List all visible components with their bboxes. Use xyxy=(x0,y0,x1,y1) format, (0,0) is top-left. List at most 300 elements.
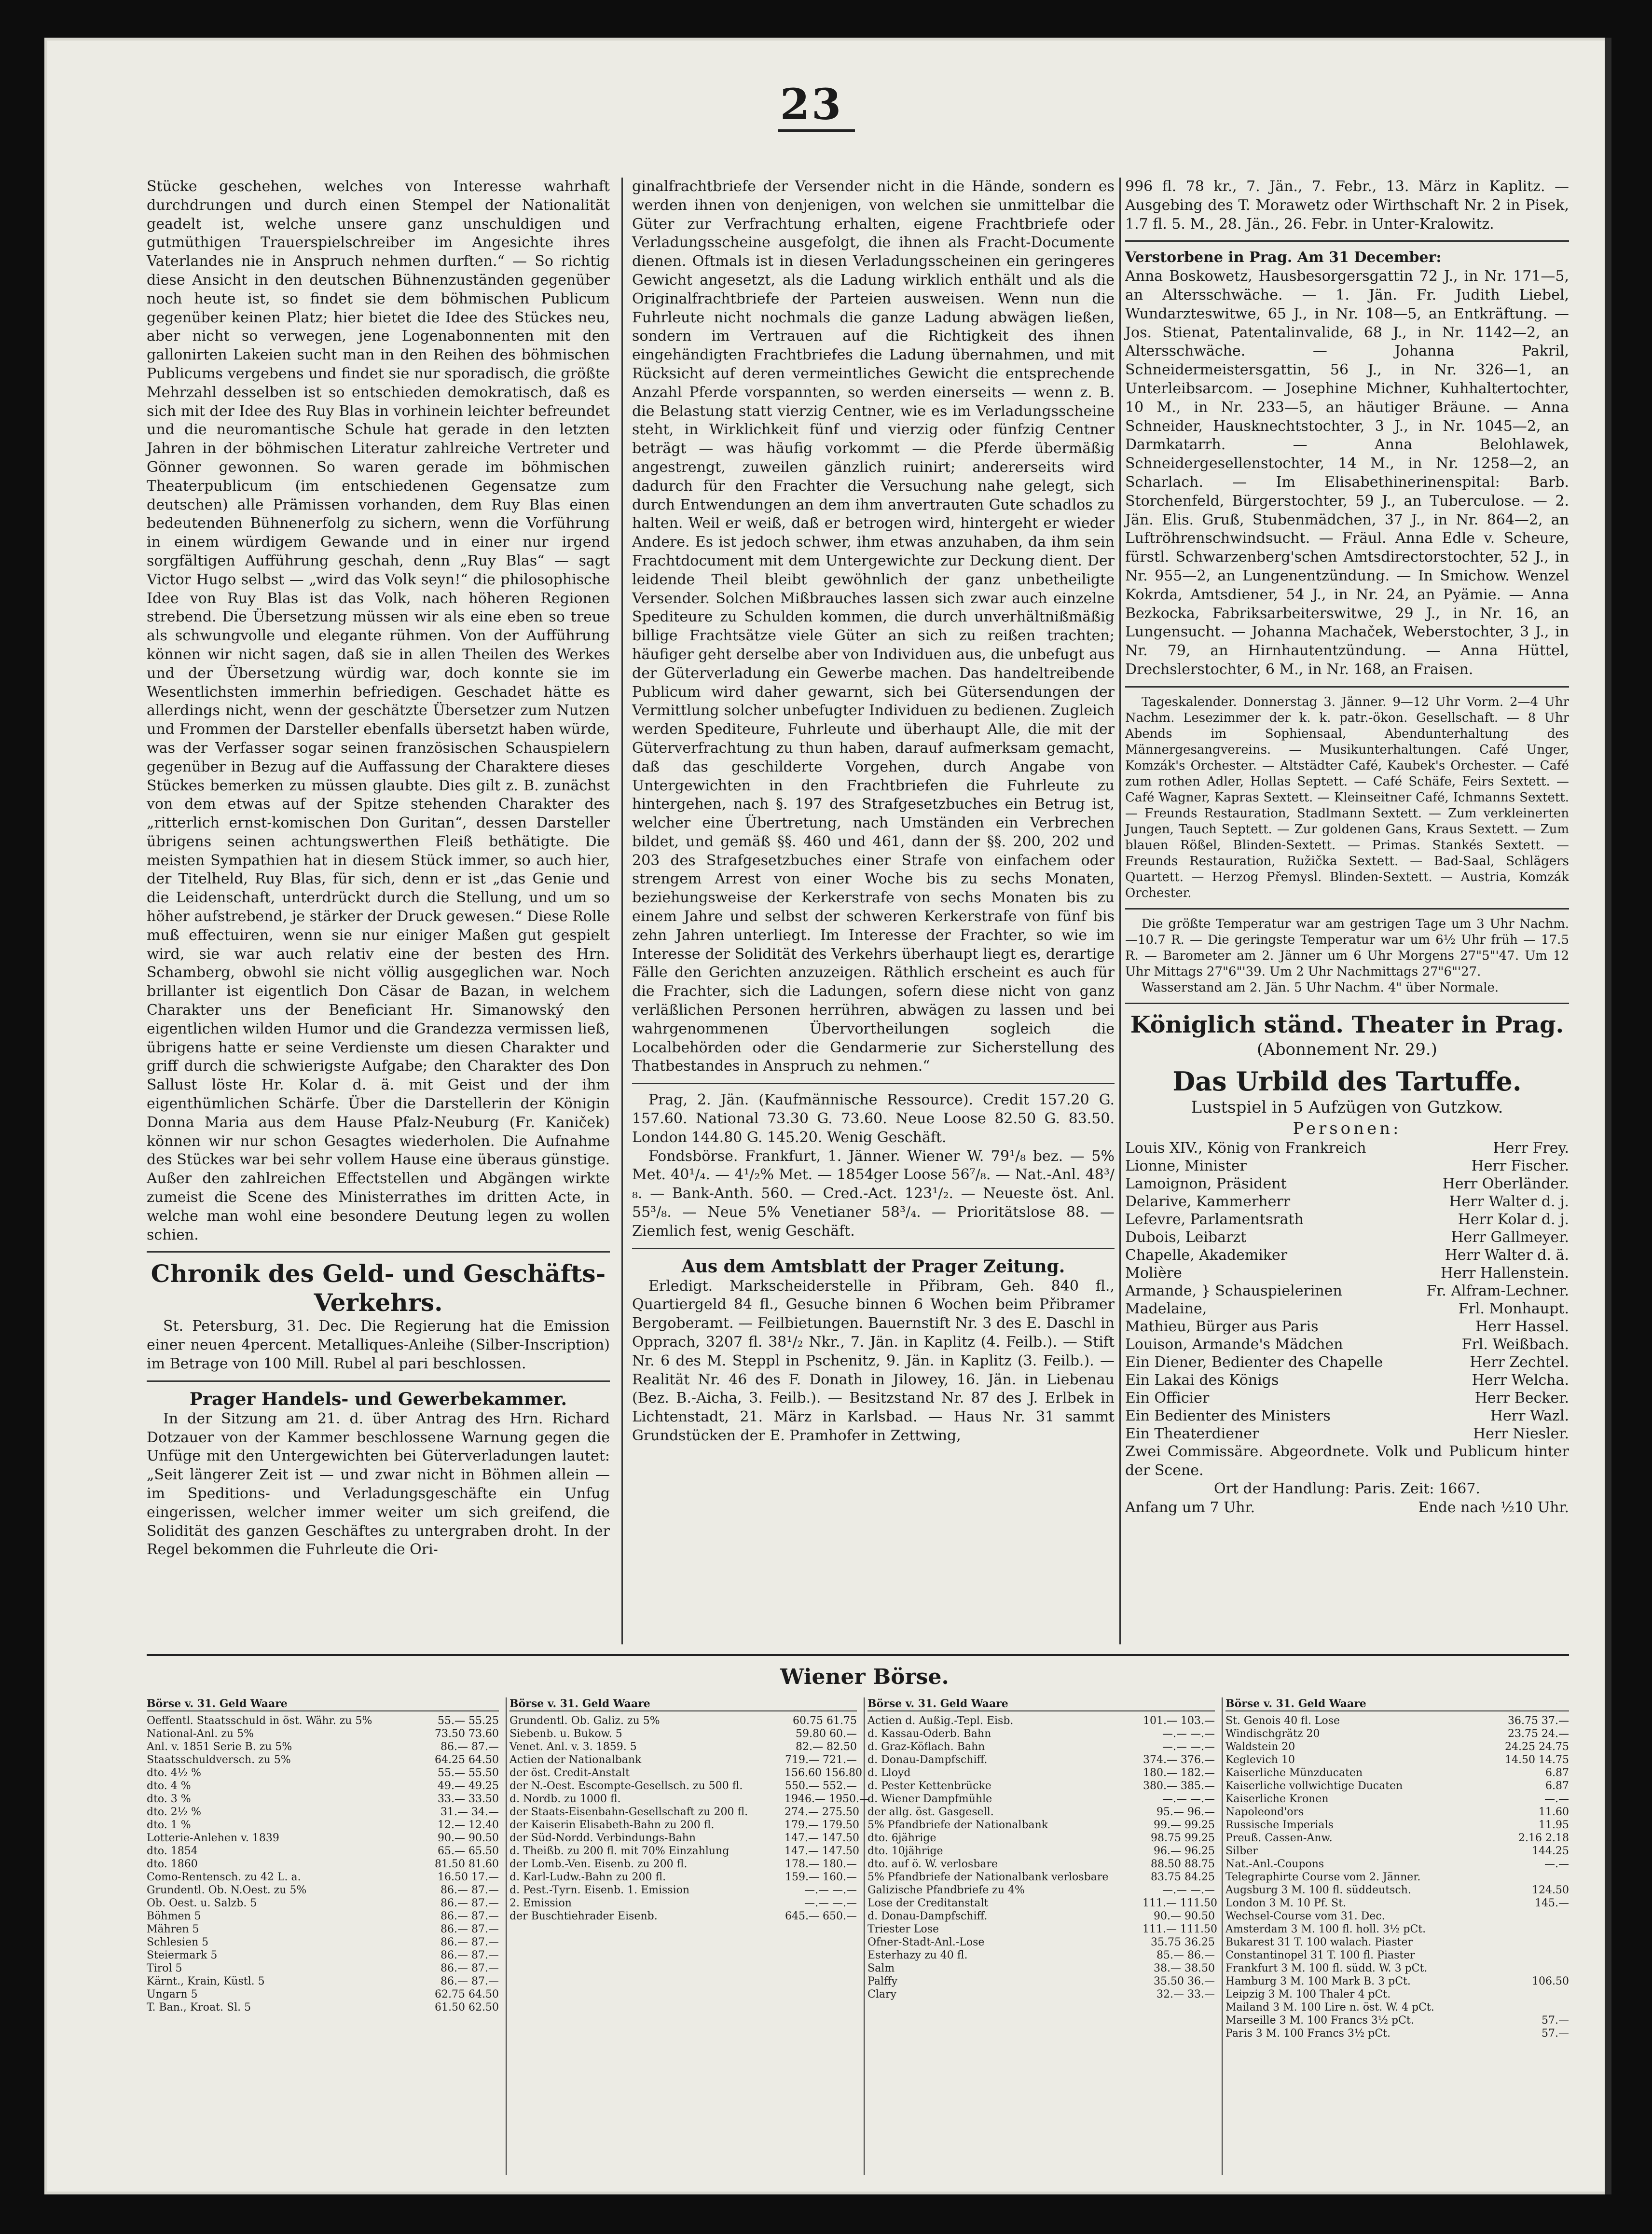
boerse-column-1 xyxy=(147,1697,499,2180)
boerse-row xyxy=(1225,1897,1569,1910)
boerse-row xyxy=(509,1714,857,1727)
security-price: 179.— 179.50 xyxy=(785,1819,859,1831)
newspaper-page xyxy=(44,38,1611,2194)
security-name: dto. 4 % xyxy=(147,1780,191,1792)
security-price xyxy=(1497,1871,1569,1884)
boerse-row xyxy=(867,1753,1215,1766)
security-name: Lotterie-Anlehen v. 1839 xyxy=(147,1832,279,1844)
security-price: 95.— 96.— xyxy=(1156,1806,1215,1818)
security-price: 106.50 xyxy=(1532,1975,1569,1987)
boerse-row xyxy=(867,1897,1215,1910)
play-title: Das Urbild des Tartuffe. xyxy=(1172,1065,1522,1097)
security-name: d. Lloyd xyxy=(867,1767,911,1779)
security-price: 36.75 37.— xyxy=(1508,1715,1569,1727)
security-price: 33.— 33.50 xyxy=(438,1793,499,1805)
theater-review-text: Stücke geschehen, welches von Interesse wahrhaft durchdrungen und durch einen Stempel der Nationalität geadelt ist, welche unsere ganz unschuldigen und gutmüthigen Trauerspielschreiber im Angesichte ihres Vaterlandes nie in Anspruch nehmen durften.“ — So richtig diese Ansicht in den deutschen Bühnenzuständen gegenüber noch heute ist, so findet sie dem böhmischen Publicum gegenüber keinen Platz; hier bietet die Idee des Stückes neu, aber nicht so verwegen, jene Logenabonnenten mit den gallonirten Lakeien sucht man in den Reihen des böhmischen Publicums vergebens und findet sie nur sporadisch, die größte Mehrzahl desselben ist so entschieden demokratisch, daß es sich mit der Idee des Ruy Blas in vorhinein leichter befreundet und die neuromantische Schule hat gerade in den letzten Jahren in der böhmischen Literatur zahlreiche Vertreter und Gönner gewonnen. So waren gerade im böhmischen Theaterpublicum (im entschiedenen Gegensatze zum deutschen) alle Prämissen vorhanden, dem Ruy Blas einen bedeutenden Bühnenerfolg zu sichern, wenn die Vorführung in einem würdigem Gewande und in einer nur irgend sorgfältigen Aufführung geschah, denn „Ruy Blas“ — sagt Victor Hugo selbst — „wird das Volk seyn!“ die philosophische Idee von Ruy Blas ist das Volk, nach höheren Regionen strebend. Die Übersetzung müssen wir als eine eben so treue als schwungvolle und elegante rühmen. Von der Aufführung können wir nicht sagen, daß sie in allen Theilen des Werkes und der Übersetzung würdig war, doch konnte sie im Wesentlichsten immerhin befriedigen. Geschadet hätte es allerdings nicht, wenn der geschätzte Übersetzer zum Nutzen und Frommen der Darsteller ebenfalls übersetzt haben würde, was der Verfasser sogar seinen französischen Schauspielern gegenüber in Bezug auf die Auffassung der Charaktere dieses Stückes bemerken zu müssen glaubte. Dies gilt z. B. zunächst von dem etwas auf der Spitze stehenden Charakter des „ritterlich ernst-komischen Don Guritan“, dessen Darsteller übrigens seinen achtungswerthen Fleiß bethätigte. Die meisten Sympathien hat in diesem Stück immer, so auch hier, der Titelheld, Ruy Blas, für sich, denn er ist „das Genie und die Leidenschaft, unterdrückt durch die Stellung, und um so höher aufstrebend, je stärker der Druck gewesen.“ Diese Rolle muß effectuiren, wenn sie nur einiger Maßen gut gespielt wird, sie war auch relativ eine der besten des Hrn. Schamberg, obwohl sie nicht völlig ausgeglichen war. Noch brillanter ist eigentlich Don Cäsar de Bazan, in welchem Charakter uns der Beneficiant Hr. Simanowský den eigentlichen wilden Humor und die Grandezza vermissen ließ, übrigens hatte er seine Verdienste um diesen Charakter und griff durch die schwierigste Aufgabe; den Charakter des Don Sallust löste Hr. Kolar d. ä. mit Geist und der ihm eigenthümlichen Schärfe. Über die Darstellerin der Königin Donna Maria aus dem Hause Pfalz-Neuburg (Fr. Kaniček) können wir nur schon Gesagtes wiederholen. Die Aufnahme des Stückes war bei sehr vollem Hause eine überaus günstige. Außer den zahlreichen Effectstellen und Abgängen wirkte zumeist die Scene des Ministerrathes im dritten Acte, in welche man wohl eine besondere Deutung legen zu wollen schien. xyxy=(147,178,610,1243)
security-name: d. Wiener Dampfmühle xyxy=(867,1793,992,1805)
security-price: 124.50 xyxy=(1532,1884,1569,1896)
cast-actor: Herr Welcha. xyxy=(1472,1371,1569,1389)
security-name: d. Nordb. zu 1000 fl. xyxy=(509,1793,621,1805)
security-name: Como-Rentensch. zu 42 L. a. xyxy=(147,1871,301,1883)
security-name: der allg. öst. Gasgesell. xyxy=(867,1806,994,1818)
boerse-row xyxy=(1225,2001,1569,2014)
boerse-row xyxy=(509,1753,857,1766)
security-name: dto. 4½ % xyxy=(147,1767,201,1779)
security-name: Siebenb. u. Bukow. 5 xyxy=(509,1728,622,1740)
chronik-heading: Chronik des Geld- und Geschäfts-Verkehrs. xyxy=(151,1259,606,1317)
boerse-row xyxy=(1225,1910,1569,1923)
boerse-row xyxy=(1225,1714,1569,1727)
security-price: 73.50 73.60 xyxy=(435,1728,499,1740)
security-name: Böhmen 5 xyxy=(147,1910,201,1922)
security-name: Frankfurt 3 M. 100 fl. südd. W. 3 pCt. xyxy=(1225,1962,1428,1974)
cast-actor: Herr Walter d. j. xyxy=(1449,1193,1569,1210)
cast-row xyxy=(1125,1246,1569,1264)
security-price: 57.— xyxy=(1542,2014,1569,2027)
security-name: Esterhazy zu 40 fl. xyxy=(867,1949,968,1961)
boerse-row xyxy=(1225,1975,1569,1988)
security-price: —.— —.— xyxy=(1162,1884,1215,1896)
security-name: Windischgrätz 20 xyxy=(1225,1728,1320,1740)
security-price: 83.75 84.25 xyxy=(1151,1871,1215,1883)
security-price: 38.— 38.50 xyxy=(1154,1962,1215,1974)
cast-row xyxy=(1125,1157,1569,1175)
boerse-table xyxy=(147,1697,1569,2180)
security-name: Russische Imperials xyxy=(1225,1819,1334,1831)
boerse-row xyxy=(1225,1793,1569,1806)
security-price: 35.50 36.— xyxy=(1154,1975,1215,1987)
boerse-row xyxy=(147,1806,499,1819)
security-name: Bukarest 31 T. 100 walach. Piaster xyxy=(1225,1936,1413,1948)
security-price: 11.95 xyxy=(1539,1819,1569,1831)
security-name: Tirol 5 xyxy=(147,1962,182,1974)
boerse-row xyxy=(509,1766,862,1779)
boerse-row xyxy=(867,1845,1215,1858)
security-name: dto. 1 % xyxy=(147,1819,191,1831)
boerse-row xyxy=(509,1845,857,1858)
boerse-row xyxy=(1225,1740,1569,1753)
security-price: 88.50 88.75 xyxy=(1151,1858,1215,1870)
boerse-row xyxy=(867,1910,1215,1923)
boerse-column-header: Börse v. 31. Geld Waare xyxy=(867,1697,1215,1711)
security-name: Mähren 5 xyxy=(147,1923,199,1935)
cast-row xyxy=(1125,1264,1569,1282)
page-number-rule xyxy=(778,129,855,132)
security-price: 86.— 87.— xyxy=(441,1741,499,1753)
cast-role: Mathieu, Bürger aus Paris xyxy=(1125,1318,1319,1335)
security-price: 82.— 82.50 xyxy=(796,1741,857,1753)
security-price: 550.— 552.— xyxy=(785,1780,857,1792)
security-price: 86.— 87.— xyxy=(441,1884,499,1896)
security-name: Keglevich 10 xyxy=(1225,1754,1295,1766)
security-price: 86.— 87.— xyxy=(441,1923,499,1935)
cast-actor: Herr Oberländer. xyxy=(1442,1175,1569,1192)
theater-abonnement: (Abonnement Nr. 29.) xyxy=(1257,1039,1437,1059)
boerse-row xyxy=(1225,1858,1569,1871)
cast-row xyxy=(1125,1407,1569,1425)
boerse-row xyxy=(147,1962,499,1975)
security-price: 2.16 2.18 xyxy=(1518,1832,1569,1844)
boerse-row xyxy=(147,1766,499,1779)
boerse-row xyxy=(1225,1753,1569,1766)
security-name: Grundentl. Ob. N.Oest. zu 5% xyxy=(147,1884,307,1896)
security-price: 24.25 24.75 xyxy=(1505,1741,1569,1753)
security-name: Kärnt., Krain, Küstl. 5 xyxy=(147,1975,265,1987)
boerse-row xyxy=(1225,1766,1569,1779)
security-price: —.— —.— xyxy=(804,1884,857,1896)
boerse-row xyxy=(867,1936,1215,1949)
kammer-text: In der Sitzung am 21. d. über Antrag des Hrn. Richard Dotzauer von der Kammer beschlossene Warnung gegen die Unfüge mit den Untergewichten bei Güterverladungen lautet: „Seit längerer Zeit ist — und zwar nicht in Böhmen allein — im Speditions- und Verladungsgeschäfte ein Unfug eingerissen, welcher immer weiter um sich greifend, die Solidität des ganzen Geschäftes zu untergraben droht. In der Regel bekommen die Fuhrleute die Ori- xyxy=(147,1410,610,1558)
boerse-row xyxy=(867,1884,1215,1897)
column-1 xyxy=(147,178,610,1649)
divider xyxy=(1125,1003,1569,1004)
security-price: 32.— 33.— xyxy=(1156,1988,1215,2000)
boerse-row xyxy=(147,1753,499,1766)
security-price xyxy=(1497,1988,1569,2001)
security-name: London 3 M. 10 Pf. St. xyxy=(1225,1897,1347,1909)
show-times xyxy=(1125,1499,1569,1517)
boerse-row xyxy=(867,1779,1215,1793)
boerse-row xyxy=(147,1740,499,1753)
security-price: 59.80 60.— xyxy=(796,1728,857,1740)
security-price xyxy=(1497,1962,1569,1975)
boerse-row xyxy=(147,1988,499,2001)
security-price: 159.— 160.— xyxy=(785,1871,857,1883)
security-price: 111.— 111.50 xyxy=(1143,1897,1217,1909)
security-price: 86.— 87.— xyxy=(441,1975,499,1987)
security-name: Waldstein 20 xyxy=(1225,1741,1295,1753)
cast-row xyxy=(1125,1371,1569,1389)
security-price xyxy=(1497,1949,1569,1962)
boerse-row xyxy=(147,1858,499,1871)
security-price: 178.— 180.— xyxy=(785,1858,857,1870)
divider xyxy=(1125,240,1569,242)
cast-role: Ein Theaterdiener xyxy=(1125,1425,1259,1442)
boerse-row xyxy=(1225,1988,1569,2001)
temperature-report: Die größte Temperatur war am gestrigen Tage um 3 Uhr Nachm. —10.7 R. — Die geringste Temperatur war um 6½ Uhr früh — 17.5 R. — Barometer am 2. Jänner um 6 Uhr Morgens 27"5"'47. Um 12 Uhr Mittags 27"6"'39. Um 2 Uhr Nachmittags 27"6"'27. xyxy=(1125,916,1569,979)
security-name: Kaiserliche Kronen xyxy=(1225,1793,1329,1805)
security-name: Paris 3 M. 100 Francs 3½ pCt. xyxy=(1225,2027,1390,2040)
cast-role: Chapelle, Akademiker xyxy=(1125,1246,1288,1264)
security-name: Constantinopel 31 T. 100 fl. Piaster xyxy=(1225,1949,1415,1961)
security-price: 719.— 721.— xyxy=(785,1754,857,1766)
cast-actor: Herr Frey. xyxy=(1493,1139,1569,1157)
boerse-row xyxy=(509,1884,857,1897)
security-name: Palffy xyxy=(867,1975,898,1987)
kammer-heading: Prager Handels- und Gewerbekammer. xyxy=(189,1389,567,1409)
security-price: 6.87 xyxy=(1545,1780,1569,1792)
amtsblatt-continuation: 996 fl. 78 kr., 7. Jän., 7. Febr., 13. März in Kaplitz. — Ausgebing des T. Morawetz oder Wirthschaft Nr. 2 in Pisek, 1.7 fl. 5. M., 28. Jän., 26. Febr. in Unter-Kralowitz. xyxy=(1125,178,1569,233)
boerse-row xyxy=(509,1910,857,1923)
security-name: der Kaiserin Elisabeth-Bahn zu 200 fl. xyxy=(509,1819,715,1831)
cast-role: Louison, Armande's Mädchen xyxy=(1125,1336,1343,1353)
boerse-column-3 xyxy=(867,1697,1215,2180)
cast-actor: Herr Hassel. xyxy=(1475,1318,1569,1335)
boerse-row xyxy=(147,1779,499,1793)
boerse-row xyxy=(1225,1949,1569,1962)
security-name: dto. 2½ % xyxy=(147,1806,201,1818)
security-price xyxy=(1497,1923,1569,1936)
boerse-row xyxy=(147,1949,499,1962)
boerse-row xyxy=(867,1962,1215,1975)
prag-market-report: Prag, 2. Jän. (Kaufmännische Ressource). Credit 157.20 G. 157.60. National 73.30 G. 73.60. Neue Loose 82.50 G. 83.50. London 144.80 G. 145.20. Wenig Geschäft. xyxy=(632,1091,1115,1146)
cast-actor: Fr. Alfram-Lechner. xyxy=(1426,1282,1569,1299)
boerse-column-header: Börse v. 31. Geld Waare xyxy=(509,1697,857,1711)
boerse-row xyxy=(147,2001,499,2014)
column-3 xyxy=(1125,178,1569,1644)
security-name: 5% Pfandbriefe der Nationalbank verlosbare xyxy=(867,1871,1109,1883)
cast-actor: Herr Becker. xyxy=(1474,1389,1569,1407)
column-2 xyxy=(632,178,1115,1644)
security-name: T. Ban., Kroat. Sl. 5 xyxy=(147,2001,251,2013)
security-price: 14.50 14.75 xyxy=(1505,1754,1569,1766)
boerse-column-header: Börse v. 31. Geld Waare xyxy=(1225,1697,1569,1711)
security-price: 31.— 34.— xyxy=(441,1806,499,1818)
cast-list xyxy=(1125,1139,1569,1443)
cast-actor: Herr Fischer. xyxy=(1471,1157,1569,1174)
security-price: —.— —.— xyxy=(804,1897,857,1909)
security-price: 16.50 17.— xyxy=(438,1871,499,1883)
security-price xyxy=(1497,1936,1569,1949)
boerse-row xyxy=(1225,1819,1569,1832)
security-price: 145.— xyxy=(1535,1897,1569,1909)
security-name: Ungarn 5 xyxy=(147,1988,198,2000)
cast-actor: Herr Walter d. ä. xyxy=(1445,1246,1569,1264)
security-price: 86.— 87.— xyxy=(441,1949,499,1961)
boerse-row xyxy=(509,1779,857,1793)
security-price: 111.— 111.50 xyxy=(1143,1923,1217,1935)
security-name: Hamburg 3 M. 100 Mark B. 3 pCt. xyxy=(1225,1975,1411,1987)
security-price xyxy=(1497,2001,1569,2014)
security-price: 86.— 87.— xyxy=(441,1962,499,1974)
security-price: —.— xyxy=(1544,1858,1569,1870)
security-name: der N.-Oest. Escompte-Gesellsch. zu 500 fl. xyxy=(509,1780,743,1792)
boerse-row xyxy=(147,1845,499,1858)
security-price: 374.— 376.— xyxy=(1143,1754,1215,1766)
security-name: Silber xyxy=(1225,1845,1258,1857)
security-name: d. Pester Kettenbrücke xyxy=(867,1780,991,1792)
boerse-column-2 xyxy=(509,1697,870,2180)
boerse-row xyxy=(147,1897,499,1910)
cast-row xyxy=(1125,1282,1569,1300)
security-name: Oeffentl. Staatsschuld in öst. Währ. zu 5% xyxy=(147,1715,372,1727)
security-price: 61.50 62.50 xyxy=(435,2001,499,2013)
security-name: Marseille 3 M. 100 Francs 3½ pCt. xyxy=(1225,2014,1414,2027)
boerse-row xyxy=(509,1727,857,1740)
boerse-row xyxy=(1225,1832,1569,1845)
boerse-row xyxy=(1225,1962,1569,1975)
security-price: —.— —.— xyxy=(1162,1793,1215,1805)
security-name: Napoleond'ors xyxy=(1225,1806,1304,1818)
boerse-row xyxy=(147,1910,499,1923)
security-name: der Staats-Eisenbahn-Gesellschaft zu 200 fl. xyxy=(509,1806,748,1818)
warning-text: ginalfrachtbriefe der Versender nicht in die Hände, sondern es werden ihnen von denjenigen, von welchen sie unmittelbar die Güter zur Verfrachtung erhalten, eigene Frachtbriefe oder Verladungsscheine ausgefolgt, die ihnen als Fracht-Documente dienen. Oftmals ist in diesen Verladungsscheinen ein geringeres Gewicht angesetzt, als die Ladung wirklich enthält und als die Originalfrachtbriefe der Parteien ausweisen. Wenn nun die Fuhrleute nicht nochmals die ganze Ladung abwägen ließen, sondern im Vertrauen auf die Richtigkeit des ihnen eingehändigten Frachtbriefes die Ladung übernahmen, und mit Rücksicht auf deren vermeintliches Gewicht die entsprechende Anzahl Pferde vorspannten, so werden einerseits — wenn z. B. die Belastung statt vierzig Centner, wie es im Verladungsscheine steht, in Wirklichkeit fünf und vierzig oder fünfzig Centner beträgt — was häufig vorkommt — die Pferde übermäßig angestrengt, zuweilen gänzlich ruinirt; andererseits wird dadurch für den Frachter die Versuchung nahe gelegt, sich durch Entwendungen an dem ihm anvertrauten Gute schadlos zu halten. Weil er weiß, daß er betrogen wird, hintergeht er wieder Andere. Es ist jedoch schwer, ihm etwas anzuhaben, da ihm sein Frachtdocument mit dem Untergewichte zur Deckung dient. Der leidende Theil bleibt gewöhnlich der ganz unbetheiligte Versender. Solchen Mißbrauches lassen sich zwar auch einzelne Spediteure zu Schulden kommen, die durch unverhältnißmäßig billige Frachtsätze viele Güter an sich zu reißen trachten; häufiger geht derselbe aber von Individuen aus, die unbefugt aus der Güterverladung ein Gewerbe machen. Das handeltreibende Publicum wird daher gewarnt, sich bei Gütersendungen der Vermittlung solcher unbefugter Individuen zu bedienen. Zugleich werden Spediteure, Fuhrleute und überhaupt Alle, die mit der Güterverfrachtung zu thun haben, darauf aufmerksam gemacht, daß das geschilderte Vorgehen, durch Angabe von Untergewichten in den Frachtbriefen die Fuhrleute zu hintergehen, nach §. 197 des Strafgesetzbuches ein Betrug ist, welcher eine Übertretung, nach Umständen ein Verbrechen bildet, und gemäß §§. 460 und 461, dann der §§. 200, 202 und 203 des Strafgesetzbuches einer Strafe von einfachem oder strengem Arrest von einer Woche bis zu sechs Monaten, beziehungsweise der Kerkerstrafe von sechs Monaten bis zu einem Jahre und selbst der schweren Kerkerstrafe von fünf bis zehn Jahren unterliegt. Im Interesse der Frachter, so wie im Interesse der Solidität des Verkehrs überhaupt liegt es, derartige Fälle den Gerichten anzuzeigen. Räthlich erscheint es auch für die Frachter, sich die Ladungen, sofern diese nicht von ganz verläßlichen Personen herrühren, abwägen zu lassen und bei wahrgenommenen Übervortheilungen sogleich die Localbehörden oder die Gendarmerie zur Sicherstellung des Thatbestandes in Anspruch zu nehmen.“ xyxy=(632,178,1115,1075)
cast-row xyxy=(1125,1300,1569,1318)
boerse-row xyxy=(147,1832,499,1845)
security-price: 86.— 87.— xyxy=(441,1897,499,1909)
security-name: d. Graz-Köflach. Bahn xyxy=(867,1741,985,1753)
security-price: 86.— 87.— xyxy=(441,1910,499,1922)
security-price: 1946.— 1950.— xyxy=(785,1793,870,1805)
security-price: —.— —.— xyxy=(1162,1728,1215,1740)
water-level-report: Wasserstand am 2. Jän. 5 Uhr Nachm. 4" über Normale. xyxy=(1142,980,1499,995)
security-price: 23.75 24.— xyxy=(1508,1728,1569,1740)
section-rule xyxy=(147,1654,1569,1656)
boerse-row xyxy=(1225,1806,1569,1819)
security-price: —.— xyxy=(1544,1793,1569,1805)
security-price: 101.— 103.— xyxy=(1143,1715,1215,1727)
boerse-row xyxy=(509,1793,870,1806)
boerse-column-header: Börse v. 31. Geld Waare xyxy=(147,1697,499,1711)
cast-role: Ein Officier xyxy=(1125,1389,1210,1407)
security-name: 5% Pfandbriefe der Nationalbank xyxy=(867,1819,1048,1831)
security-price: 65.— 65.50 xyxy=(438,1845,499,1857)
security-name: d. Theißb. zu 200 fl. mit 70% Einzahlung xyxy=(509,1845,730,1857)
security-price: 81.50 81.60 xyxy=(435,1858,499,1870)
security-name: Venet. Anl. v. 3. 1859. 5 xyxy=(509,1741,637,1753)
boerse-row xyxy=(867,1975,1215,1988)
cast-row xyxy=(1125,1175,1569,1193)
boerse-row xyxy=(147,1975,499,1988)
boerse-row xyxy=(147,1793,499,1806)
ort-der-handlung: Ort der Handlung: Paris. Zeit: 1667. xyxy=(1214,1480,1480,1498)
verstorbene-text: Anna Boskowetz, Hausbesorgersgattin 72 J., in Nr. 171—5, an Altersschwäche. — 1. Jän. Fr. Judith Liebel, Wundarzteswitwe, 65 J., in Nr. 108—5, an Entkräftung. — Jos. Stienat, Patentalinvalide, 68 J., in Nr. 1142—2, an Altersschwäche. — Johanna Pakril, Schneidermeistersgattin, 56 J., in Nr. 326—1, an Unterleibsarcom. — Josephine Michner, Kuhhaltertochter, 10 M., in Nr. 233—5, an häutiger Bräune. — Anna Schneider, Hausknechtstochter, 3 J., in Nr. 1045—2, an Darmkatarrh. — Anna Belohlawek, Schneidergesellenstochter, 14 M., in Nr. 1258—2, an Scharlach. — Im Elisabethinerinenspital: Barb. Storchenfeld, Bürgerstochter, 59 J., an Tuberculose. — 2. Jän. Elis. Gruß, Stubenmädchen, 37 J., in Nr. 864—2, an Luftröhrenschwindsucht. — Fräul. Anna Edle v. Scheure, fürstl. Schwarzenberg'schen Amtsdirectorstochter, 52 J., in Nr. 955—2, an Lungenentzündung. — In Smichow. Wenzel Kokrda, Amtsdiener, 54 J., in Nr. 24, an Pyämie. — Anna Bezkocka, Fabriksarbeiterswitwe, 29 J., in Nr. 16, an Lungensucht. — Johanna Machaček, Weberstochter, 3 J., in Nr. 79, an Hirnhautentzündung. — Anna Hüttel, Drechslerstochter, 6 M., in Nr. 168, an Fraisen. xyxy=(1125,268,1569,678)
security-name: dto. 6jährige xyxy=(867,1832,936,1844)
boerse-row xyxy=(1225,1884,1569,1897)
boerse-row xyxy=(147,1819,499,1832)
security-price: 96.— 96.25 xyxy=(1154,1845,1215,1857)
security-name: Staatsschuldversch. zu 5% xyxy=(147,1754,291,1766)
cast-role: Madelaine, xyxy=(1125,1300,1207,1317)
boerse-row xyxy=(147,1714,499,1727)
boerse-row xyxy=(509,1871,857,1884)
cast-actor: Herr Wazl. xyxy=(1490,1407,1569,1424)
security-name: dto. 10jährige xyxy=(867,1845,943,1857)
boerse-heading: Wiener Börse. xyxy=(780,1665,949,1689)
security-price: 380.— 385.— xyxy=(1143,1780,1215,1792)
cast-actor: Frl. Monhaupt. xyxy=(1458,1300,1569,1317)
boerse-row xyxy=(1225,1936,1569,1949)
column-rule xyxy=(621,178,623,1644)
security-name: Ofner-Stadt-Anl.-Lose xyxy=(867,1936,985,1948)
security-name: d. Pest.-Tyrn. Eisenb. 1. Emission xyxy=(509,1884,690,1896)
security-name: Grundentl. Ob. Galiz. zu 5% xyxy=(509,1715,660,1727)
boerse-row xyxy=(867,1949,1215,1962)
boerse-row xyxy=(1225,1779,1569,1793)
boerse-row xyxy=(867,1740,1215,1753)
boerse-row xyxy=(1225,1923,1569,1936)
boerse-row xyxy=(509,1897,857,1910)
fondsboerse-report: Fondsbörse. Frankfurt, 1. Jänner. Wiener W. 79¹/₈ bez. — 5% Met. 40¹/₄. — 4¹/₂% Met. — 1854ger Loose 56⁷/₈. — Nat.-Anl. 48³/₈. — Bank-Anth. 560. — Cred.-Act. 123¹/₂. — Neueste öst. Anl. 55³/₈. — Neue 5% Venetianer 58³/₄. — Prioritätslose 88. — Ziemlich fest, wenig Geschäft. xyxy=(632,1147,1115,1240)
security-name: Actien d. Außig.-Tepl. Eisb. xyxy=(867,1715,1014,1727)
boerse-row xyxy=(509,1819,857,1832)
security-name: Leipzig 3 M. 100 Thaler 4 pCt. xyxy=(1225,1988,1391,2000)
boerse-row xyxy=(867,1923,1215,1936)
security-name: Schlesien 5 xyxy=(147,1936,209,1948)
security-price: 57.— xyxy=(1542,2027,1569,2040)
security-name: Galizische Pfandbriefe zu 4% xyxy=(867,1884,1025,1896)
security-name: Clary xyxy=(867,1988,896,2000)
security-price: 62.75 64.50 xyxy=(435,1988,499,2000)
security-name: der Lomb.-Ven. Eisenb. zu 200 fl. xyxy=(509,1858,688,1870)
security-price: 55.— 55.50 xyxy=(438,1767,499,1779)
security-price: 99.— 99.25 xyxy=(1154,1819,1215,1831)
security-price: 274.— 275.50 xyxy=(785,1806,859,1818)
cast-row xyxy=(1125,1228,1569,1246)
security-name: Actien der Nationalbank xyxy=(509,1754,642,1766)
petersburg-report: St. Petersburg, 31. Dec. Die Regierung hat die Emission einer neuen 4percent. Metalliques-Anleihe (Silber-Inscription) im Betrage von 100 Mill. Rubel al pari beschlossen. xyxy=(147,1318,610,1373)
security-price: 90.— 90.50 xyxy=(438,1832,499,1844)
cast-role: Ein Bedienter des Ministers xyxy=(1125,1407,1331,1424)
cast-row xyxy=(1125,1336,1569,1353)
cast-role: Dubois, Leibarzt xyxy=(1125,1228,1247,1246)
security-price: 60.75 61.75 xyxy=(793,1715,857,1727)
cast-role: Lionne, Minister xyxy=(1125,1157,1247,1174)
security-name: St. Genois 40 fl. Lose xyxy=(1225,1715,1340,1727)
cast-row xyxy=(1125,1318,1569,1336)
cast-row xyxy=(1125,1193,1569,1211)
boerse-column-4 xyxy=(1225,1697,1569,2180)
cast-actor: Herr Hallenstein. xyxy=(1440,1264,1569,1282)
security-price: 49.— 49.25 xyxy=(438,1780,499,1792)
boerse-row xyxy=(867,1793,1215,1806)
security-price: 147.— 147.50 xyxy=(785,1832,859,1844)
end-time: Ende nach ½10 Uhr. xyxy=(1418,1499,1569,1517)
security-price: —.— —.— xyxy=(1162,1741,1215,1753)
cast-note: Zwei Commissäre. Abgeordnete. Volk und Publicum hinter der Scene. xyxy=(1125,1443,1569,1479)
security-name: 2. Emission xyxy=(509,1897,572,1909)
security-name: der öst. Credit-Anstalt xyxy=(509,1767,630,1779)
boerse-row xyxy=(867,1766,1215,1779)
security-name: Triester Lose xyxy=(867,1923,939,1935)
security-price: 64.25 64.50 xyxy=(435,1754,499,1766)
security-price xyxy=(1497,1910,1569,1923)
security-name: Augsburg 3 M. 100 fl. süddeutsch. xyxy=(1225,1884,1411,1896)
cast-role: Armande, } Schauspielerinen xyxy=(1125,1282,1342,1299)
boerse-row xyxy=(1225,1727,1569,1740)
security-price: 85.— 86.— xyxy=(1156,1949,1215,1961)
tageskalender-text: Tageskalender. Donnerstag 3. Jänner. 9—12 Uhr Vorm. 2—4 Uhr Nachm. Lesezimmer der k. k. patr.-ökon. Gesellschaft. — 8 Uhr Abends im Sophiensaal, Abendunterhaltung des Männergesangvereins. — Musikunterhaltungen. Café Unger, Komzák's Orchester. — Altstädter Café, Kaubek's Orchester. — Café zum rothen Adler, Hollas Septett. — Café Schäfe, Feirs Sextett. — Café Wagner, Kapras Sextett. — Kleinseitner Café, Ichmanns Sextett. — Freunds Restauration, Stadlmann Sextett. — Zum verkleinerten Jungen, Tauch Septett. — Zur goldenen Gans, Kraus Sextett. — Zum blauen Rößel, Blinden-Sextett. — Primas. Stankés Sextett. — Freunds Restauration, Ružička Sextett. — Bad-Saal, Schlägers Quartett. — Herzog Přemysl. Blinden-Sextett. — Austria, Komzák Orchester. xyxy=(1125,694,1569,900)
security-name: der Süd-Nordd. Verbindungs-Bahn xyxy=(509,1832,696,1844)
security-name: Anl. v. 1851 Serie B. zu 5% xyxy=(147,1741,292,1753)
security-price: 55.— 55.25 xyxy=(438,1715,499,1727)
security-name: d. Karl-Ludw.-Bahn zu 200 fl. xyxy=(509,1871,666,1883)
security-name: d. Kassau-Oderb. Bahn xyxy=(867,1728,991,1740)
boerse-row xyxy=(867,1988,1215,2001)
cast-row xyxy=(1125,1211,1569,1228)
security-name: Kaiserliche vollwichtige Ducaten xyxy=(1225,1780,1403,1792)
security-name: d. Donau-Dampfschiff. xyxy=(867,1754,988,1766)
boerse-row xyxy=(867,1806,1215,1819)
boerse-row xyxy=(509,1806,857,1819)
security-name: National-Anl. zu 5% xyxy=(147,1728,254,1740)
security-name: dto. auf ö. W. verlosbare xyxy=(867,1858,998,1870)
divider xyxy=(1125,908,1569,910)
amtsblatt-heading: Aus dem Amtsblatt der Prager Zeitung. xyxy=(681,1256,1065,1277)
cast-row xyxy=(1125,1139,1569,1157)
security-name: d. Donau-Dampfschiff. xyxy=(867,1910,988,1922)
personen-label: Personen: xyxy=(1293,1118,1402,1138)
theater-heading: Königlich ständ. Theater in Prag. xyxy=(1130,1011,1564,1038)
security-name: Nat.-Anl.-Coupons xyxy=(1225,1858,1324,1870)
cast-role: Ein Diener, Bedienter des Chapelle xyxy=(1125,1353,1383,1371)
divider xyxy=(632,1083,1115,1084)
cast-role: Lefevre, Parlamentsrath xyxy=(1125,1211,1304,1228)
security-price: 98.75 99.25 xyxy=(1151,1832,1215,1844)
security-price: 11.60 xyxy=(1539,1806,1569,1818)
cast-role: Delarive, Kammerherr xyxy=(1125,1193,1291,1210)
boerse-row xyxy=(147,1923,499,1936)
